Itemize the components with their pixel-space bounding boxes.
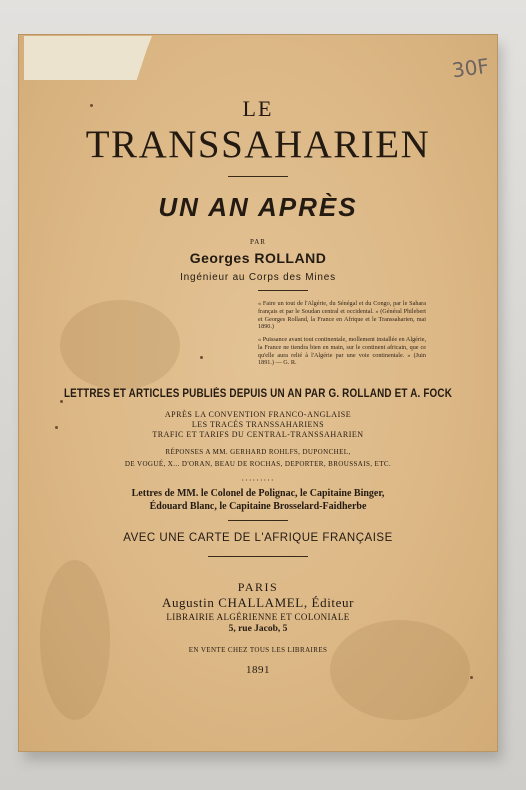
sale-note: EN VENTE CHEZ TOUS LES LIBRAIRES <box>188 646 328 654</box>
topic-line: LES TRACÉS TRANSSAHARIENS <box>191 420 325 429</box>
book-subtitle: UN AN APRÈS <box>158 192 358 222</box>
letters-from-line: Édouard Blanc, le Capitaine Brosselard-Faidherbe <box>149 501 367 512</box>
author-name: Georges ROLLAND <box>189 250 327 266</box>
epigraph-2: « Puissance avant tout continentale, mollement installée en Algérie, la France ne tiendra bien en main, sur le continent africain, que ce qu'elle aura relié à l'Algérie par une voie continentale. » (Juin 1891.) — G. R. <box>258 336 426 367</box>
stain <box>60 300 180 390</box>
book-title: TRANSSAHARIEN <box>85 123 431 166</box>
topic-line: TRAFIC ET TARIFS DU CENTRAL-TRANSSAHARIEN <box>152 430 364 439</box>
divider <box>228 176 288 177</box>
title-article: LE <box>242 96 274 121</box>
letters-from-line: Lettres de MM. le Colonel de Polignac, le Capitaine Binger, <box>131 488 385 499</box>
map-note: AVEC UNE CARTE DE L'AFRIQUE FRANÇAISE <box>123 532 393 544</box>
responses-line: DE VOGUÉ, X... D'ORAN, BEAU DE ROCHAS, DEPORTER, BROUSSAIS, ETC. <box>124 460 392 468</box>
pencil-price-note: 30F <box>450 53 491 83</box>
letters-heading: LETTRES ET ARTICLES PUBLIÉS DEPUIS UN AN PAR G. ROLLAND ET A. FOCK <box>63 388 453 400</box>
torn-corner <box>24 36 152 80</box>
foxing-spot <box>470 676 473 679</box>
author-role: Ingénieur au Corps des Mines <box>180 272 336 283</box>
publisher-name: Augustin CHALLAMEL, Éditeur <box>161 595 355 610</box>
topic-line: APRÈS LA CONVENTION FRANCO-ANGLAISE <box>164 410 352 419</box>
library-name: LIBRAIRIE ALGÉRIENNE ET COLONIALE <box>166 612 350 622</box>
ornament-dots: ········· <box>241 476 275 485</box>
ornamental-rule <box>208 556 308 557</box>
divider <box>228 520 288 521</box>
foxing-spot <box>60 400 63 403</box>
epigraph-1: « Faire un tout de l'Algérie, du Sénégal et du Congo, par le Sahara français et par le Soudan central et occidental. » (Général Philebert et Georges Rolland, la France en Afrique et le Transsaharien, mai 1890.) <box>258 300 426 331</box>
by-label: PAR <box>250 238 266 246</box>
publication-year: 1891 <box>246 664 270 676</box>
publication-city: PARIS <box>237 580 279 594</box>
publisher-address: 5, rue Jacob, 5 <box>228 624 288 634</box>
foxing-spot <box>200 356 203 359</box>
responses-line: RÉPONSES A MM. GERHARD ROHLFS, DUPONCHEL, <box>165 448 351 456</box>
divider <box>258 290 308 291</box>
